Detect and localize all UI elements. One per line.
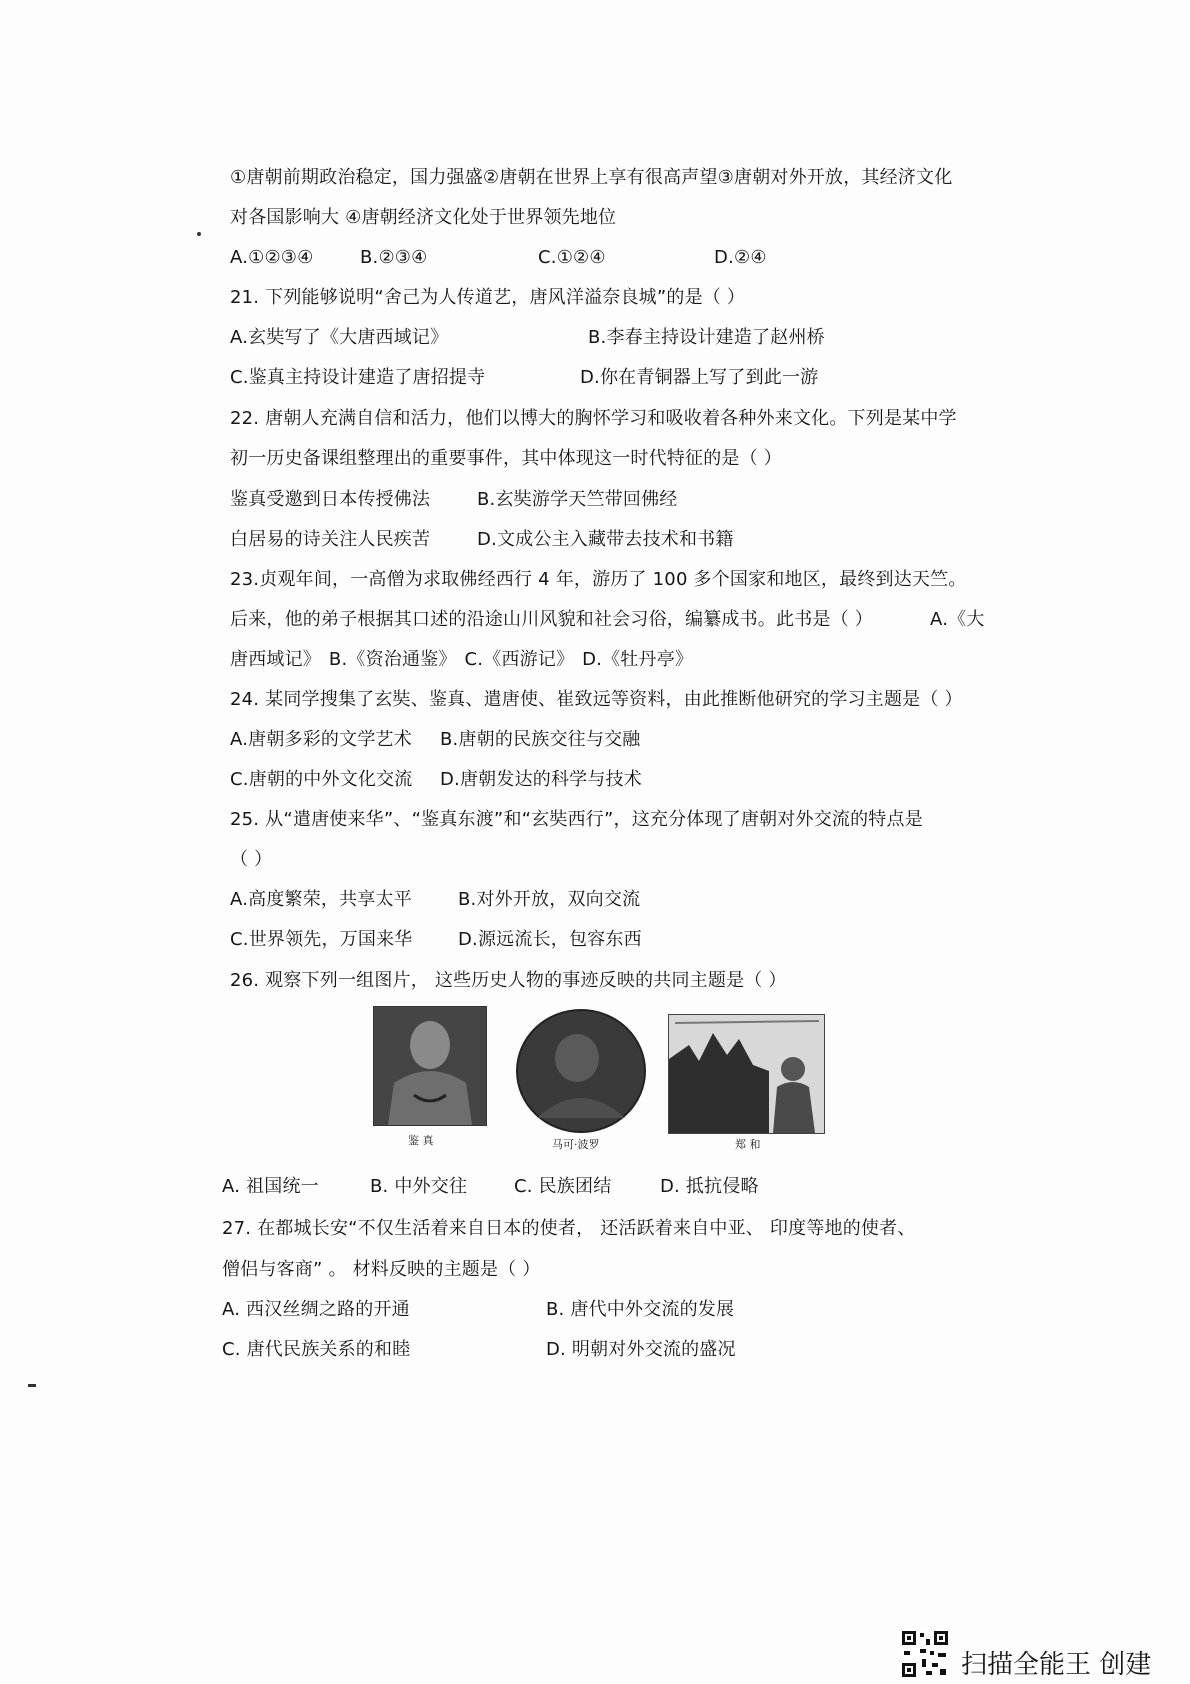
q27-stem-line2: 僧侣与客商” 。 材料反映的主题是（ ） bbox=[222, 1259, 541, 1280]
q25-stem-line1: 25. 从“遣唐使来华”、“鉴真东渡”和“玄奘西行”，这充分体现了唐朝对外交流的特点是 bbox=[230, 809, 923, 830]
q24-option-a: A.唐朝多彩的文学艺术 bbox=[230, 729, 412, 750]
q22-stem-line2: 初一历史备课组整理出的重要事件，其中体现这一时代特征的是（ ） bbox=[230, 448, 782, 469]
q22-stem-line1: 22. 唐朝人充满自信和活力，他们以博大的胸怀学习和吸收着各种外来文化。下列是某中学 bbox=[230, 408, 957, 429]
q24-option-d: D.唐朝发达的科学与技术 bbox=[440, 769, 642, 790]
q26-stem: 26. 观察下列一组图片， 这些历史人物的事迹反映的共同主题是（ ） bbox=[230, 970, 787, 991]
q24-stem: 24. 某同学搜集了玄奘、鉴真、遣唐使、崔致远等资料，由此推断他研究的学习主题是（ ） bbox=[230, 689, 963, 710]
q26-option-a: A. 祖国统一 bbox=[222, 1176, 319, 1197]
q20-option-c: C.①②④ bbox=[538, 247, 606, 268]
q23-line3: 唐西域记》 B.《资治通鉴》 C.《西游记》 D.《牡丹亭》 bbox=[230, 649, 694, 670]
q27-option-b: B. 唐代中外交流的发展 bbox=[546, 1299, 735, 1320]
q27-option-d: D. 明朝对外交流的盛况 bbox=[546, 1339, 736, 1360]
q22-option-a: 鉴真受邀到日本传授佛法 bbox=[230, 489, 431, 510]
q20-statement-line1: ①唐朝前期政治稳定，国力强盛②唐朝在世界上享有很高声望③唐朝对外开放，其经济文化 bbox=[230, 167, 953, 188]
q25-option-b: B.对外开放，双向交流 bbox=[458, 889, 641, 910]
q23-line2-text: 后来，他的弟子根据其口述的沿途山川风貌和社会习俗，编纂成书。此书是（ ） bbox=[230, 609, 873, 630]
q25-stem-line2: （ ） bbox=[230, 849, 273, 870]
q20-option-d: D.②④ bbox=[714, 247, 767, 268]
q20-option-b: B.②③④ bbox=[360, 247, 428, 268]
q22-option-d: D.文成公主入藏带去技术和书籍 bbox=[477, 529, 734, 550]
zhenghe-ship-icon bbox=[669, 1015, 824, 1133]
q22-option-c: 白居易的诗关注人民疾苦 bbox=[230, 529, 431, 550]
marco-polo-medallion-icon bbox=[515, 1008, 647, 1134]
q25-option-c: C.世界领先，万国来华 bbox=[230, 929, 413, 950]
q27-option-c: C. 唐代民族关系的和睦 bbox=[222, 1339, 411, 1360]
caption-marco-polo: 马可·波罗 bbox=[552, 1138, 600, 1151]
jianzhen-statue-icon bbox=[374, 1007, 486, 1125]
q21-option-c: C.鉴真主持设计建造了唐招提寺 bbox=[230, 367, 486, 388]
q24-option-c: C.唐朝的中外文化交流 bbox=[230, 769, 413, 790]
q26-option-b: B. 中外交往 bbox=[370, 1176, 468, 1197]
q21-stem: 21. 下列能够说明“舍己为人传道艺，唐风洋溢奈良城”的是（ ） bbox=[230, 287, 746, 308]
q21-option-d: D.你在青铜器上写了到此一游 bbox=[580, 367, 819, 388]
scan-speck bbox=[28, 1384, 36, 1387]
caption-zhenghe: 郑 和 bbox=[735, 1138, 761, 1151]
q23-line1: 23.贞观年间，一高僧为求取佛经西行 4 年，游历了 100 多个国家和地区，最终到达天竺。 bbox=[230, 569, 967, 590]
zhenghe-picture bbox=[668, 1014, 825, 1134]
scan-speck bbox=[197, 232, 201, 236]
q21-option-a: A.玄奘写了《大唐西域记》 bbox=[230, 327, 449, 348]
scanner-watermark: 扫描全能王 创建 bbox=[961, 1650, 1152, 1680]
q27-option-a: A. 西汉丝绸之路的开通 bbox=[222, 1299, 410, 1320]
q21-option-b: B.李春主持设计建造了赵州桥 bbox=[588, 327, 825, 348]
q22-option-b: B.玄奘游学天竺带回佛经 bbox=[477, 489, 678, 510]
q27-stem-line1: 27. 在都城长安“不仅生活着来自日本的使者， 还活跃着来自中亚、 印度等地的使者、 bbox=[222, 1218, 916, 1239]
q26-option-c: C. 民族团结 bbox=[514, 1176, 612, 1197]
q20-option-a: A.①②③④ bbox=[230, 247, 314, 268]
q23-line2 bbox=[230, 608, 1000, 632]
q23-option-a-start: A.《大 bbox=[930, 609, 985, 630]
jianzhen-portrait bbox=[373, 1006, 487, 1126]
marco-polo-portrait bbox=[515, 1008, 647, 1134]
q20-statement-line2: 对各国影响大 ④唐朝经济文化处于世界领先地位 bbox=[230, 207, 617, 228]
caption-jianzhen: 鉴 真 bbox=[408, 1134, 434, 1147]
q25-option-a: A.高度繁荣，共享太平 bbox=[230, 889, 412, 910]
qr-code-icon bbox=[900, 1629, 950, 1679]
q25-option-d: D.源远流长，包容东西 bbox=[458, 929, 642, 950]
q24-option-b: B.唐朝的民族交往与交融 bbox=[440, 729, 641, 750]
q26-option-d: D. 抵抗侵略 bbox=[660, 1176, 759, 1197]
